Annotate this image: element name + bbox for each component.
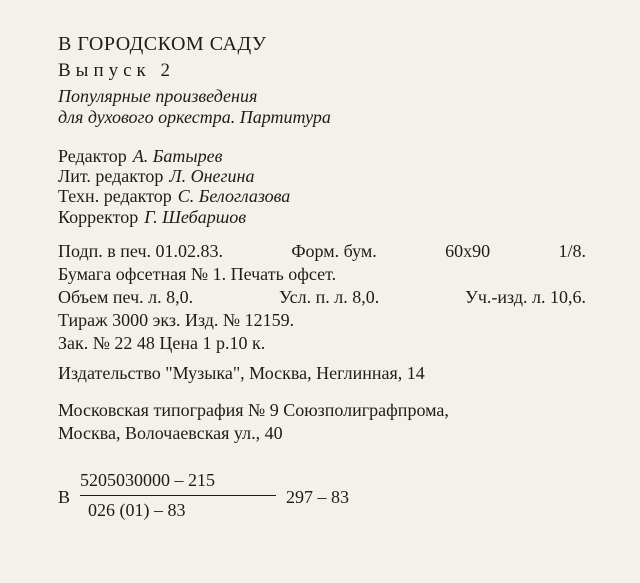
spec-format-size: 60х90 [445,241,491,261]
spec-signed: Подп. в печ. 01.02.83. [58,241,223,261]
index-denominator: 026 (01) – 83 [88,500,186,520]
credit-literary-editor [58,166,254,187]
index-fraction-bar [80,495,276,496]
credit-technical-editor [58,186,290,207]
spec-volume-print: Объем печ. л. 8,0. [58,287,194,307]
index-suffix: 297 – 83 [286,487,349,507]
credit-name: Л. Онегина [169,166,255,186]
index-numerator: 5205030000 – 215 [80,470,215,490]
credit-name: Г. Шебаршов [144,207,247,227]
credit-proofreader [58,207,246,228]
credit-name: А. Батырев [132,146,223,166]
spec-paper-print: Бумага офсетная № 1. Печать офсет. [58,264,337,284]
credit-name: С. Белоглазова [177,186,291,206]
spec-print-run: Тираж 3000 экз. Изд. № 12159. [58,310,295,330]
credit-role: Корректор [58,207,139,227]
publisher-address: Издательство "Музыка", Москва, Неглинная, 14 [58,363,425,383]
subtitle-line-1: Популярные произведения [58,86,258,106]
credit-role: Редактор [58,146,127,166]
spec-format-fraction: 1/8. [558,241,586,261]
printer-line-1: Московская типография № 9 Союзполиграфпрома, [58,400,449,420]
index-prefix: В [58,487,71,507]
spec-signed-format [58,241,586,262]
book-title: В ГОРОДСКОМ САДУ [58,33,267,55]
credit-role: Техн. редактор [58,186,172,206]
credit-role: Лит. редактор [58,166,164,186]
spec-volume-publishing: Уч.-изд. л. 10,6. [465,287,586,307]
spec-volume [58,287,586,308]
printer-line-2: Москва, Волочаевская ул., 40 [58,423,283,443]
spec-order-price: Зак. № 22 48 Цена 1 р.10 к. [58,333,266,353]
subtitle-line-2: для духового оркестра. Партитура [58,107,331,127]
spec-volume-conventional: Усл. п. л. 8,0. [279,287,380,307]
spec-format-label: Форм. бум. [291,241,377,261]
credit-editor [58,146,222,167]
issue-number: Выпуск 2 [58,60,176,81]
